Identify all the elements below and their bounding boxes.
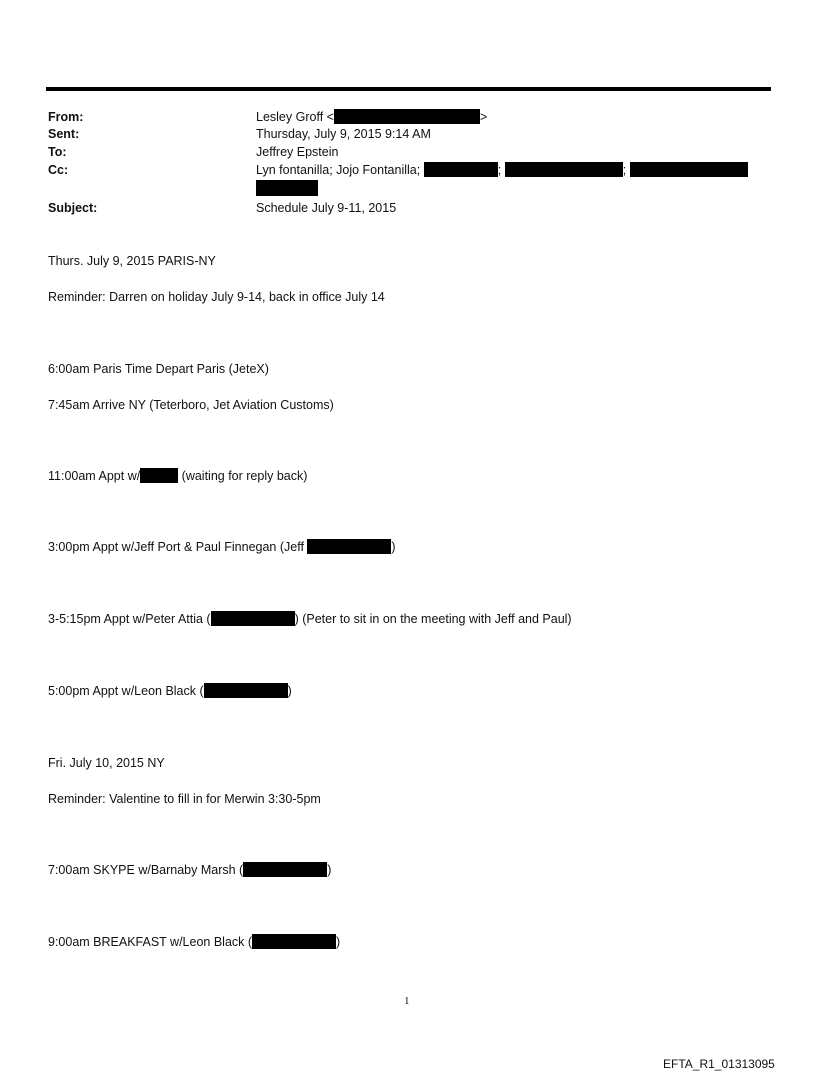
redaction-box — [505, 162, 623, 177]
redaction-box — [256, 180, 318, 196]
subject-value: Schedule July 9-11, 2015 — [256, 201, 397, 215]
line-text: ) (Peter to sit in on the meeting with Jeff and Paul) — [294, 612, 572, 626]
to-label: To: — [48, 145, 67, 159]
document-id: EFTA_R1_01313095 — [663, 1057, 775, 1071]
day1-reminder: Reminder: Darren on holiday July 9-14, back in office July 14 — [48, 290, 385, 304]
day1-heading: Thurs. July 9, 2015 PARIS-NY — [48, 254, 216, 268]
redaction-box — [252, 934, 336, 949]
day2-heading: Fri. July 10, 2015 NY — [48, 756, 165, 770]
line-text: 9:00am BREAKFAST w/Leon Black ( — [48, 935, 253, 949]
redaction-box — [307, 539, 391, 554]
redaction-box — [140, 468, 178, 483]
subject-label: Subject: — [48, 201, 98, 215]
schedule-line: 7:45am Arrive NY (Teterboro, Jet Aviation Customs) — [48, 398, 334, 412]
line-text: 11:00am Appt w/ — [48, 469, 141, 483]
line-text: 3-5:15pm Appt w/Peter Attia ( — [48, 612, 211, 626]
schedule-line — [48, 468, 307, 484]
schedule-line — [48, 539, 396, 555]
line-text: 5:00pm Appt w/Leon Black ( — [48, 684, 204, 698]
line-text: ) — [327, 863, 332, 877]
cc-separator: ; — [497, 163, 502, 177]
line-text: (waiting for reply back) — [178, 469, 308, 483]
line-text: ) — [336, 935, 341, 949]
line-text: ) — [391, 540, 396, 554]
cc-label: Cc: — [48, 163, 69, 177]
from-label: From: — [48, 110, 84, 124]
schedule-line — [48, 862, 331, 878]
to-value: Jeffrey Epstein — [256, 145, 339, 159]
schedule-line — [48, 683, 292, 699]
page-number: 1 — [404, 995, 410, 1007]
redaction-box — [424, 162, 498, 177]
header-rule — [46, 87, 771, 91]
redaction-box — [630, 162, 748, 177]
line-text: 3:00pm Appt w/Jeff Port & Paul Finnegan (Jeff — [48, 540, 308, 554]
day2-reminder: Reminder: Valentine to fill in for Merwin 3:30-5pm — [48, 792, 321, 806]
redaction-box — [334, 109, 480, 124]
schedule-line: 6:00am Paris Time Depart Paris (JeteX) — [48, 362, 269, 376]
from-close: > — [479, 110, 488, 124]
redaction-box — [211, 611, 295, 626]
cc-separator: ; — [622, 163, 627, 177]
from-name: Lesley Groff < — [256, 110, 334, 124]
redaction-box — [204, 683, 288, 698]
line-text: ) — [287, 684, 292, 698]
from-value — [256, 109, 487, 125]
sent-value: Thursday, July 9, 2015 9:14 AM — [256, 127, 431, 141]
line-text: 7:00am SKYPE w/Barnaby Marsh ( — [48, 863, 244, 877]
schedule-line — [48, 934, 340, 950]
sent-label: Sent: — [48, 127, 80, 141]
schedule-line — [48, 611, 572, 627]
cc-names: Lyn fontanilla; Jojo Fontanilla; — [256, 163, 421, 177]
redaction-box — [243, 862, 327, 877]
cc-value — [256, 162, 748, 178]
